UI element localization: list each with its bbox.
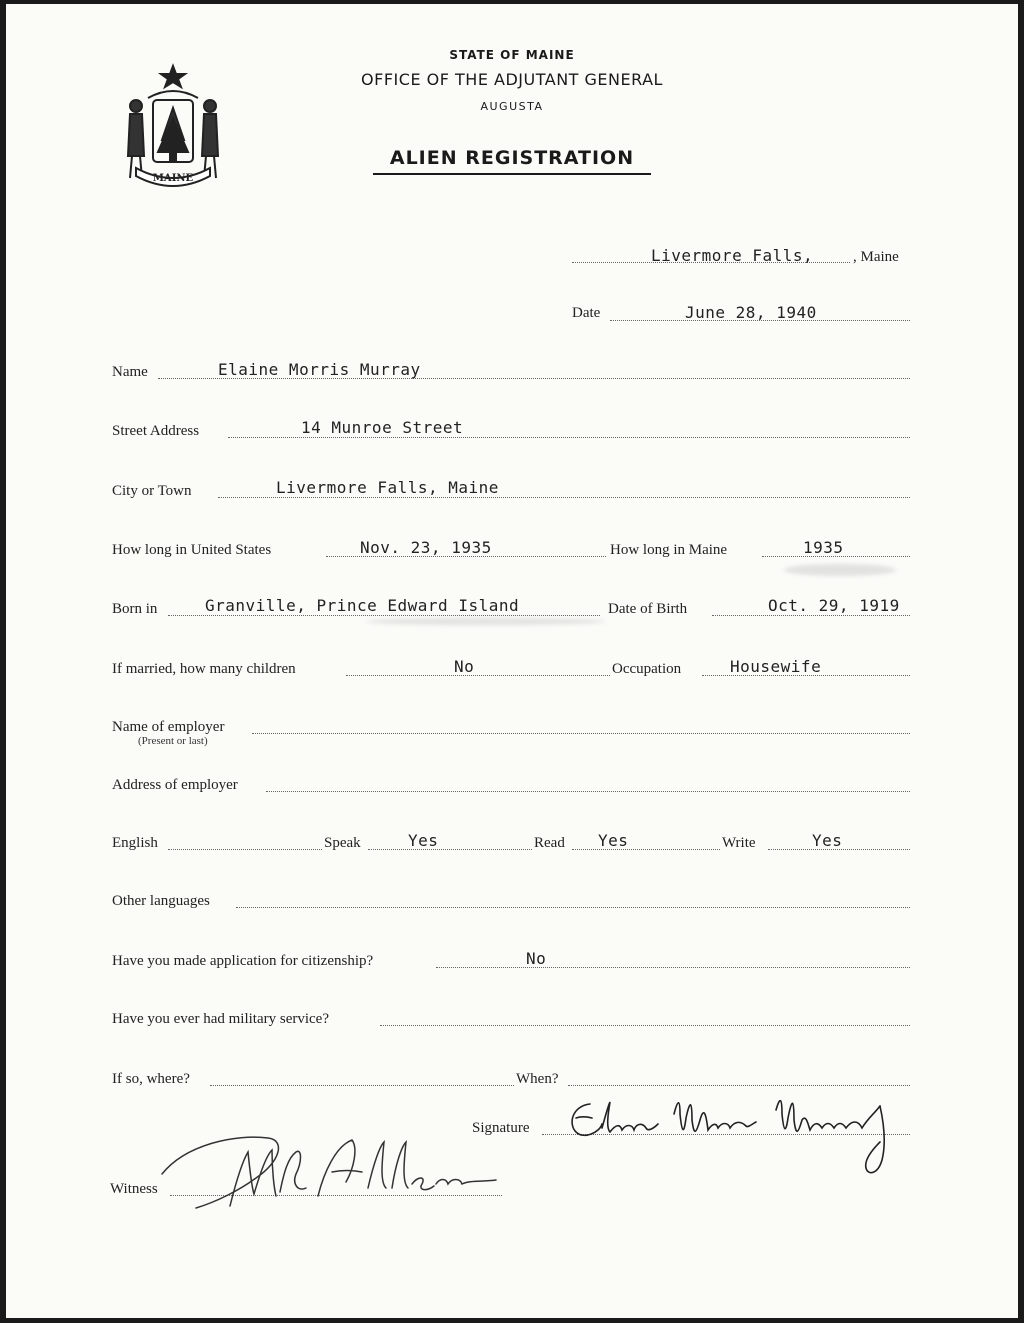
when-label: When? [516, 1071, 559, 1087]
date-value: June 28, 1940 [685, 303, 817, 322]
witness-signature-handwriting [156, 1122, 506, 1222]
name-label: Name [112, 364, 148, 380]
place-value: Livermore Falls, [651, 246, 814, 265]
name-value: Elaine Morris Murray [218, 360, 421, 379]
how-long-us-value: Nov. 23, 1935 [360, 538, 492, 557]
header-state: STATE OF MAINE [449, 48, 575, 62]
smudge-mark [784, 564, 896, 576]
military-line [380, 1025, 910, 1026]
employer-line [252, 733, 910, 734]
witness-label: Witness [110, 1181, 158, 1197]
children-value: No [454, 657, 475, 676]
where-line [210, 1085, 514, 1086]
read-line [572, 849, 720, 850]
smudge-mark [366, 618, 606, 625]
where-label: If so, where? [112, 1071, 190, 1087]
place-suffix: , Maine [853, 249, 899, 265]
english-line [168, 849, 322, 850]
street-label: Street Address [112, 423, 200, 439]
read-value: Yes [598, 831, 629, 850]
english-label: English [112, 835, 158, 851]
children-line [346, 675, 610, 676]
dob-label: Date of Birth [608, 601, 688, 617]
employer-address-label: Address of employer [112, 777, 238, 793]
title-underline [373, 173, 651, 175]
born-in-line [168, 615, 600, 616]
city-label: City or Town [112, 483, 192, 499]
how-long-us-label: How long in United States [112, 542, 272, 558]
speak-label: Speak [324, 835, 361, 851]
born-in-label: Born in [112, 601, 158, 617]
write-value: Yes [812, 831, 843, 850]
dob-line [712, 615, 910, 616]
employer-label: Name of employer [112, 719, 225, 735]
header-city: AUGUSTA [480, 100, 544, 113]
date-label: Date [572, 305, 601, 321]
dob-value: Oct. 29, 1919 [768, 596, 900, 615]
occupation-label: Occupation [612, 661, 682, 677]
other-languages-label: Other languages [112, 893, 210, 909]
write-label: Write [722, 835, 756, 851]
svg-text:MAINE: MAINE [152, 173, 194, 184]
registration-form-sheet [6, 4, 1018, 1318]
occupation-value: Housewife [730, 657, 822, 676]
signature-handwriting [562, 1084, 932, 1184]
children-label: If married, how many children [112, 661, 296, 677]
how-long-maine-value: 1935 [803, 538, 844, 557]
street-value: 14 Munroe Street [301, 418, 464, 437]
read-label: Read [534, 835, 565, 851]
city-line [218, 497, 910, 498]
signature-label: Signature [472, 1120, 530, 1136]
other-languages-line [236, 907, 910, 908]
citizenship-line [436, 967, 910, 968]
born-in-value: Granville, Prince Edward Island [205, 596, 520, 615]
speak-line [368, 849, 532, 850]
military-label: Have you ever had military service? [112, 1011, 329, 1027]
citizenship-value: No [526, 949, 547, 968]
citizenship-label: Have you made application for citizenship? [112, 953, 374, 969]
speak-value: Yes [408, 831, 439, 850]
form-title: ALIEN REGISTRATION [389, 147, 635, 169]
city-value: Livermore Falls, Maine [276, 478, 499, 497]
header-office: OFFICE OF THE ADJUTANT GENERAL [361, 70, 663, 89]
street-line [228, 437, 910, 438]
employer-sublabel: (Present or last) [138, 735, 208, 747]
how-long-maine-label: How long in Maine [610, 542, 728, 558]
employer-address-line [266, 791, 910, 792]
